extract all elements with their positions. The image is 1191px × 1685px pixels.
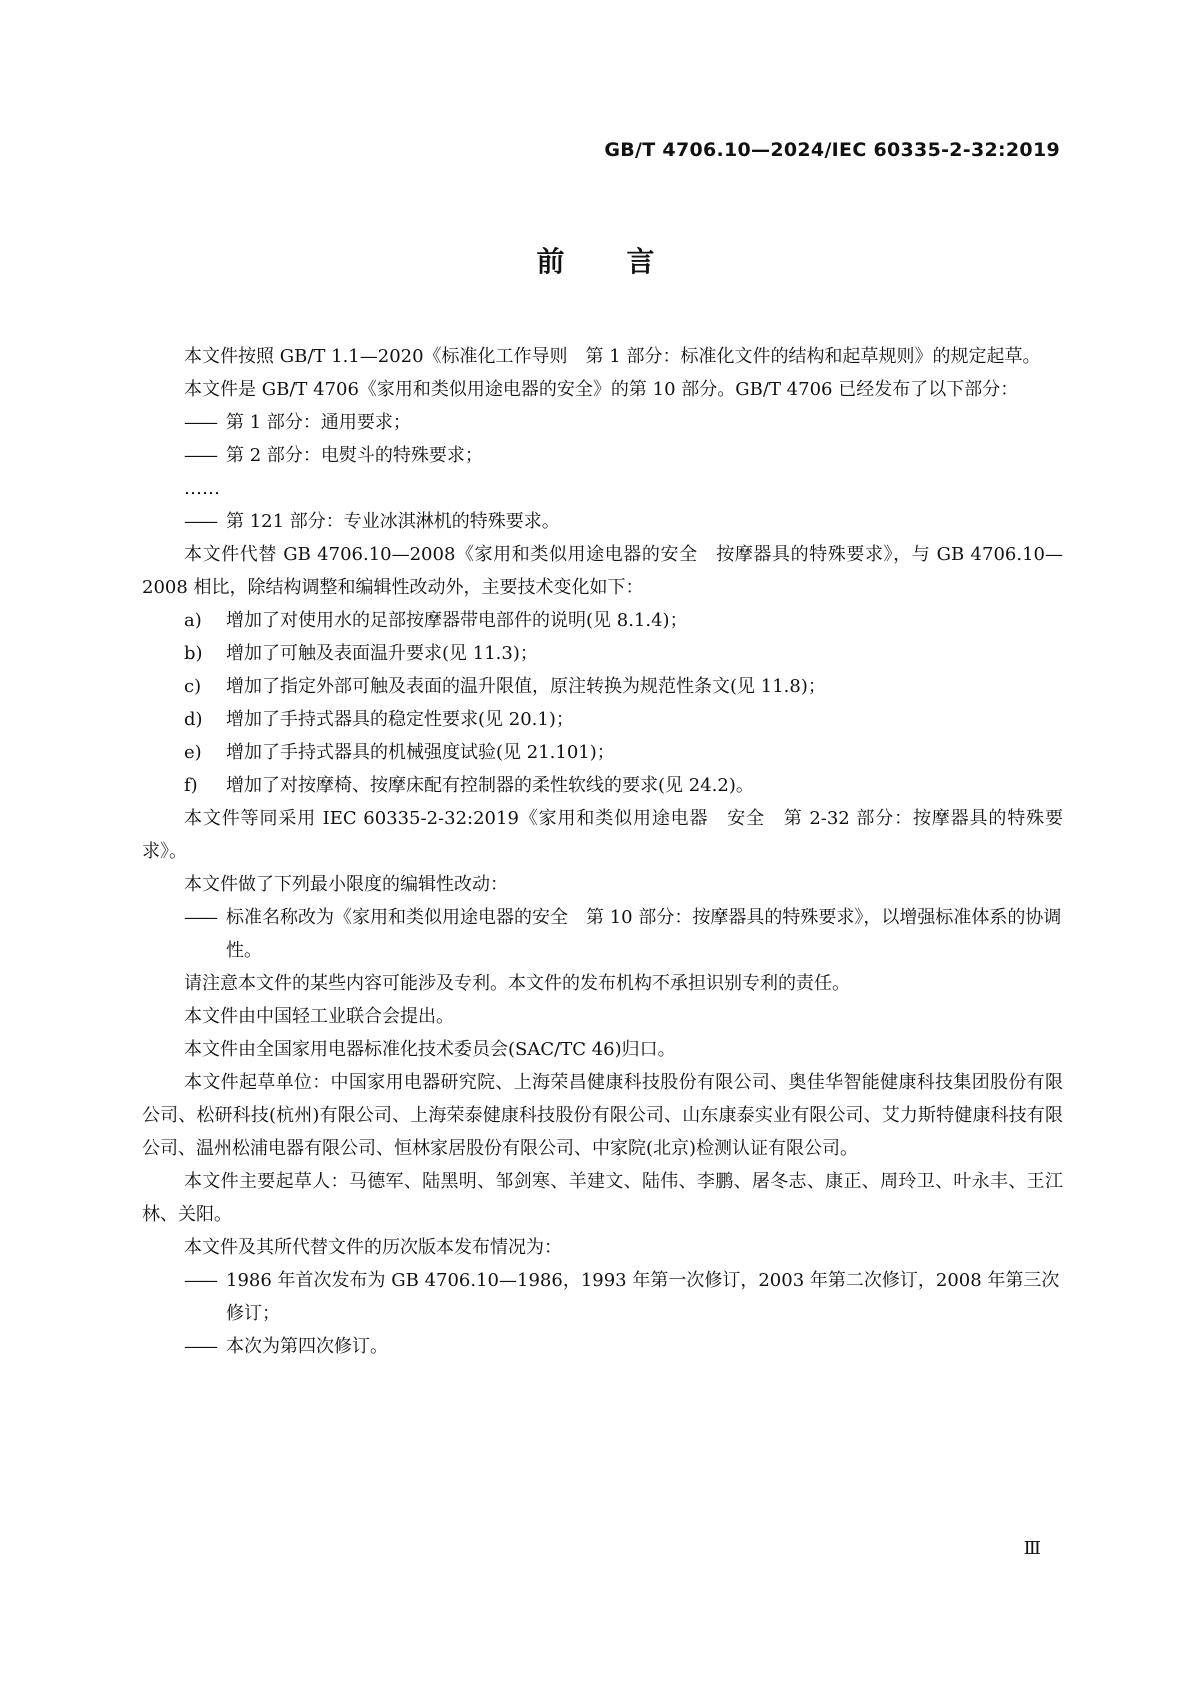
paragraph-editorial-changes: 本文件做了下列最小限度的编辑性改动：	[184, 874, 508, 895]
dash-marker: ——	[184, 907, 216, 928]
list-item: —— 1986 年首次发布为 GB 4706.10—1986，1993 年第一次修订，2003 年第二次修订，2008 年第三次修订；	[142, 1264, 1063, 1330]
list-item: f) 增加了对按摩椅、按摩床配有控制器的柔性软线的要求(见 24.2)。	[184, 775, 754, 796]
dash-marker: ——	[184, 1270, 216, 1291]
paragraph-drafting-rules: 本文件按照 GB/T 1.1—2020《标准化工作导则 第 1 部分：标准化文件的结构和起草规则》的规定起草。	[184, 346, 1041, 367]
dash-marker: ——	[184, 445, 216, 466]
dash-marker: ——	[184, 1336, 216, 1357]
list-item: e) 增加了手持式器具的机械强度试验(见 21.101)；	[184, 742, 615, 763]
list-item: d) 增加了手持式器具的稳定性要求(见 20.1)；	[184, 709, 574, 730]
list-item: —— 第 1 部分：通用要求；	[142, 406, 1063, 439]
paragraph-iec-adoption: 本文件等同采用 IEC 60335-2-32:2019《家用和类似用途电器 安全 第 2-32 部分：按摩器具的特殊要求》。	[142, 808, 1063, 862]
list-item: —— 本次为第四次修订。	[142, 1330, 1063, 1363]
paragraph-proposer: 本文件由中国轻工业联合会提出。	[184, 1006, 454, 1027]
paragraph-history-intro: 本文件及其所代替文件的历次版本发布情况为：	[184, 1237, 562, 1258]
page-title	[0, 240, 1191, 280]
dash-marker: ——	[184, 412, 216, 433]
list-item: —— 第 2 部分：电熨斗的特殊要求；	[142, 439, 1063, 472]
list-item: a) 增加了对使用水的足部按摩器带电部件的说明(见 8.1.4)；	[184, 610, 688, 631]
title-char-2: 言	[626, 245, 655, 278]
paragraph-replacement: 本文件代替 GB 4706.10—2008《家用和类似用途电器的安全 按摩器具的特殊要求》，与 GB 4706.10—2008 相比，除结构调整和编辑性改动外，主要技术变化如下：	[142, 544, 1063, 598]
foreword-body	[142, 340, 1063, 1363]
list-item: c) 增加了指定外部可触及表面的温升限值，原注转换为规范性条文(见 11.8)；	[184, 676, 826, 697]
dash-marker: ——	[184, 511, 216, 532]
standard-code-header: GB/T 4706.10—2024/IEC 60335-2-32:2019	[604, 139, 1060, 161]
paragraph-committee: 本文件由全国家用电器标准化技术委员会(SAC/TC 46)归口。	[184, 1039, 676, 1060]
paragraph-series-info: 本文件是 GB/T 4706《家用和类似用途电器的安全》的第 10 部分。GB/T 4706 已经发布了以下部分：	[184, 379, 1019, 400]
title-char-1: 前	[536, 245, 565, 278]
list-item: b) 增加了可触及表面温升要求(见 11.3)；	[184, 643, 538, 664]
paragraph-drafting-units: 本文件起草单位：中国家用电器研究院、上海荣昌健康科技股份有限公司、奥佳华智能健康科技集团股份有限公司、松研科技(杭州)有限公司、上海荣泰健康科技股份有限公司、山东康泰实业有限公司、艾力斯特健康科技有限公司、温州松浦电器有限公司、恒林家居股份有限公司、中家院(北京)检测认证有限公司。	[142, 1072, 1063, 1159]
paragraph-drafters: 本文件主要起草人：马德军、陆黑明、邹剑寒、羊建文、陆伟、李鹏、屠冬志、康正、周玲卫、叶永丰、王江林、关阳。	[142, 1171, 1063, 1225]
list-item: —— 标准名称改为《家用和类似用途电器的安全 第 10 部分：按摩器具的特殊要求》，以增强标准体系的协调性。	[142, 901, 1063, 967]
ellipsis: ……	[184, 478, 220, 499]
page-number: Ⅲ	[1023, 1538, 1041, 1559]
list-item: —— 第 121 部分：专业冰淇淋机的特殊要求。	[142, 505, 1063, 538]
paragraph-patent-notice: 请注意本文件的某些内容可能涉及专利。本文件的发布机构不承担识别专利的责任。	[184, 973, 850, 994]
